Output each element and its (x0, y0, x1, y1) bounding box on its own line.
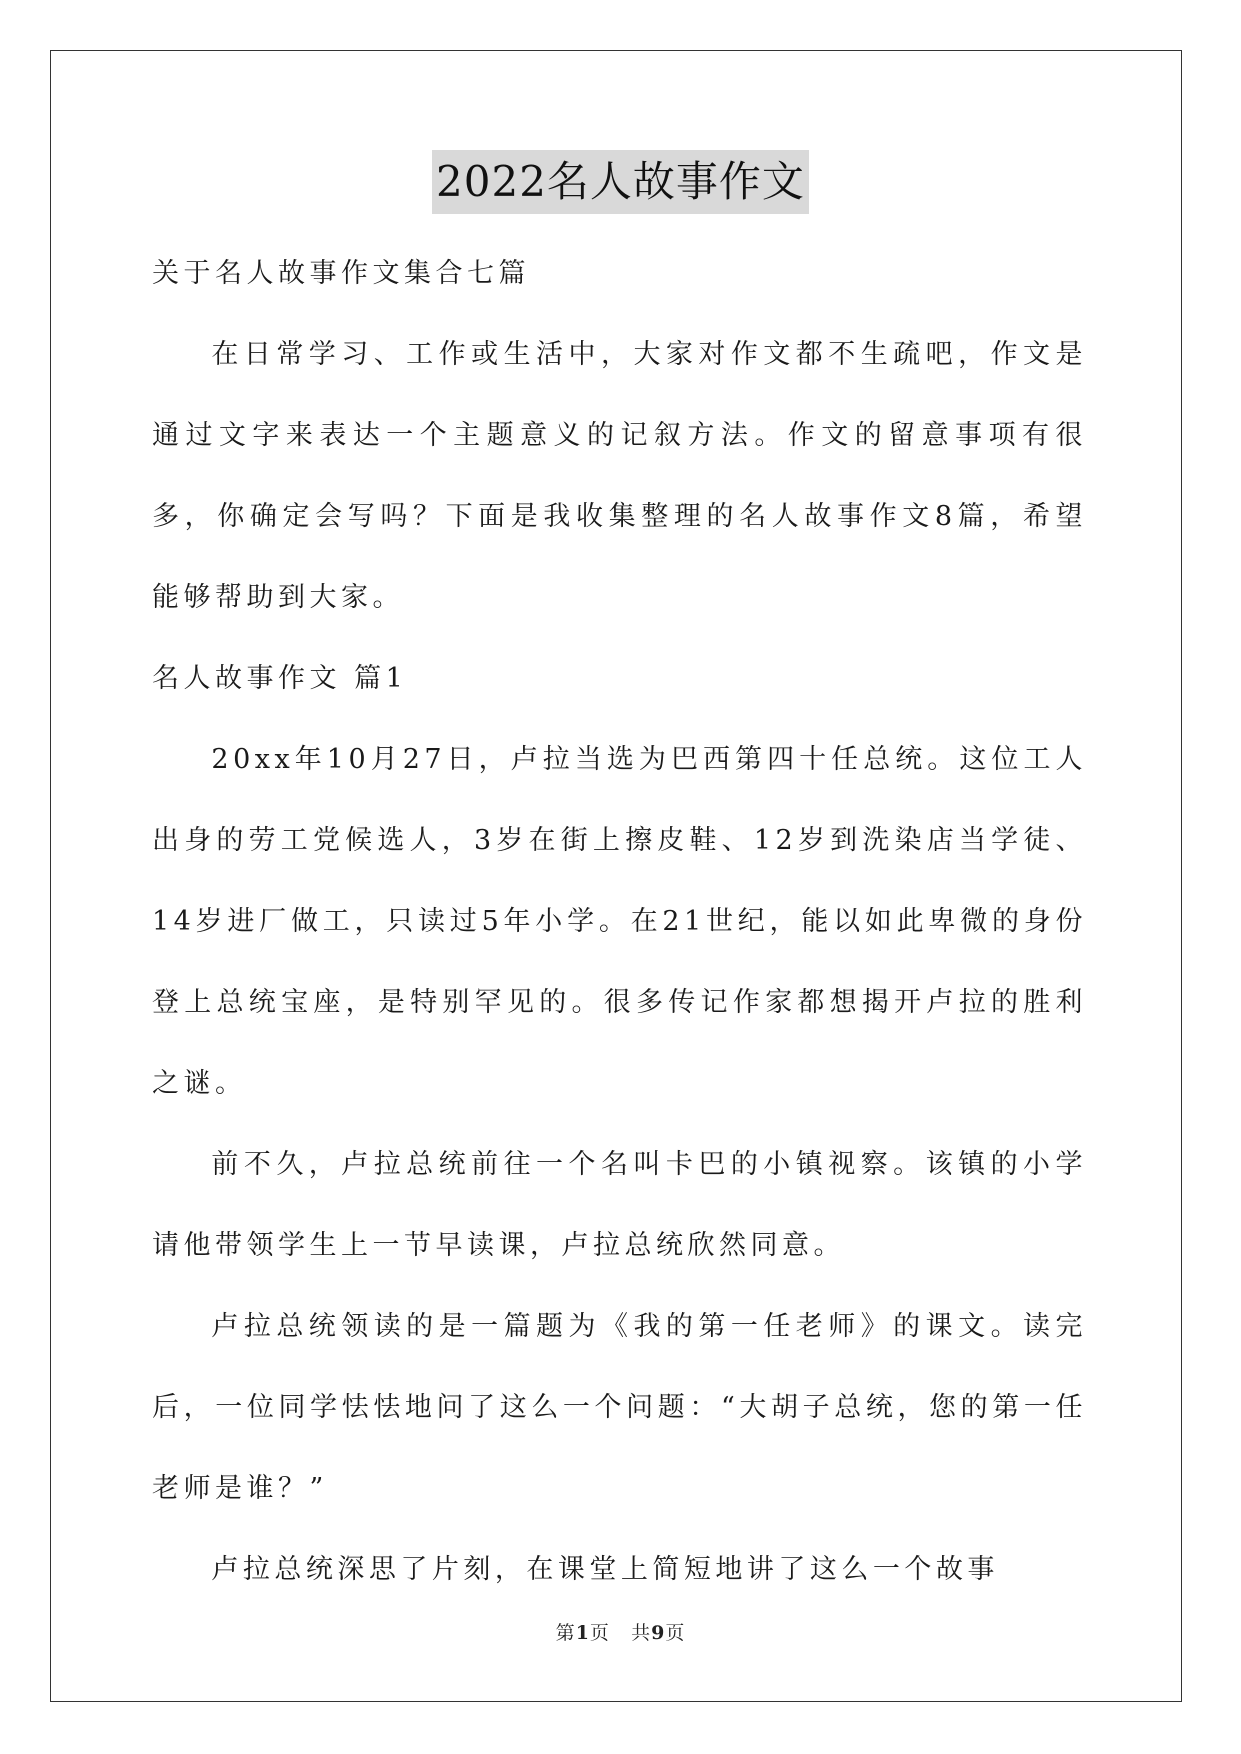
document-subtitle: 关于名人故事作文集合七篇 (152, 258, 530, 289)
title-container (0, 150, 1241, 214)
document-body (152, 233, 1087, 1610)
section-heading: 名人故事作文 篇1 (152, 663, 408, 694)
total-suffix: 页 (665, 1622, 686, 1644)
document-title: 2022名人故事作文 (432, 150, 809, 214)
total-prefix: 共 (631, 1622, 652, 1644)
total-pages: 9 (651, 1622, 666, 1644)
paragraph: 卢拉总统深思了片刻，在课堂上简短地讲了这么一个故事 (211, 1554, 999, 1585)
intro-paragraph: 在日常学习、工作或生活中，大家对作文都不生疏吧，作文是通过文字来表达一个主题意义的记叙方法。作文的留意事项有很多，你确定会写吗？下面是我收集整理的名人故事作文8篇，希望能够帮助到大家。 (152, 339, 1087, 613)
page-number: 1 (575, 1622, 590, 1644)
page-prefix: 第 (555, 1622, 576, 1644)
paragraph: 前不久，卢拉总统前往一个名叫卡巴的小镇视察。该镇的小学请他带领学生上一节早读课，卢拉总统欣然同意。 (152, 1149, 1087, 1261)
paragraph: 20xx年10月27日，卢拉当选为巴西第四十任总统。这位工人出身的劳工党候选人，3岁在街上擦皮鞋、12岁到洗染店当学徒、14岁进厂做工，只读过5年小学。在21世纪，能以如此卑微的身份登上总统宝座，是特别罕见的。很多传记作家都想揭开卢拉的胜利之谜。 (152, 744, 1087, 1099)
paragraph: 卢拉总统领读的是一篇题为《我的第一任老师》的课文。读完后，一位同学怯怯地问了这么一个问题：“大胡子总统，您的第一任老师是谁？” (152, 1311, 1087, 1504)
page-suffix: 页 (589, 1622, 610, 1644)
page-footer (0, 1618, 1241, 1645)
